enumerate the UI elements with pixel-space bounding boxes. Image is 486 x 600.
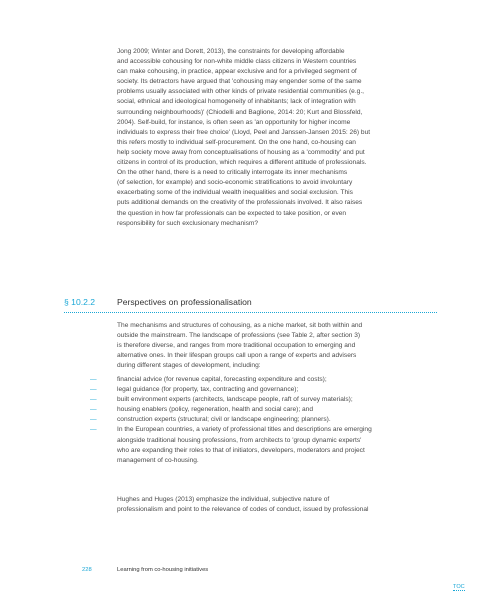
section-number: § 10.2.2 <box>64 297 96 307</box>
paragraph-intro <box>117 47 437 229</box>
list-item <box>64 385 444 395</box>
list-item-text: legal guidance (for property, tax, contracting and governance); <box>117 386 299 394</box>
list-item-text: construction experts (structural; civil or landscape engineering; planners). <box>117 416 331 424</box>
text-line: the question in how far professionals can be expected to take position, or even <box>117 209 347 217</box>
list-item <box>64 415 444 425</box>
text-line: puts additional demands on the creativity of the professionals involved. It also raises <box>117 199 363 207</box>
text-line: citizens in control of its production, which requires a different attitude of professionals. <box>117 159 367 167</box>
text-line: On the other hand, there is a need to critically interrogate its inner mechanisms <box>117 169 348 177</box>
section-divider <box>64 312 437 313</box>
list-item-text: In the European countries, a variety of professional titles and descriptions are emerging <box>117 426 372 434</box>
dash-bullet: — <box>90 426 97 434</box>
dash-bullet: — <box>90 376 97 383</box>
text-line: (of selection, for example) and socio-economic stratifications to avoid involuntary <box>117 179 353 187</box>
list-item-text: built environment experts (architects, landscape people, raft of survey materials); <box>117 396 353 404</box>
paragraph-hughes <box>117 495 437 515</box>
text-line: help society move away from conceptualisations of housing as a 'commodity' and put <box>117 148 365 156</box>
text-line: this refers mostly to individual self-procurement. On the one hand, co-housing can <box>117 138 356 146</box>
text-line: surrounding neighbourhoods)' (Chiodelli and Baglione, 2014: 20; Kurt and Blossfeld, <box>117 108 363 116</box>
text-line: problems usually associated with other kinds of private residential communities (e.g., <box>117 88 365 96</box>
expert-list <box>64 375 444 466</box>
text-line: society. Its detractors have argued that 'cohousing may engender some of the same <box>117 78 362 86</box>
text-line: Hughes and Huges (2013) emphasize the individual, subjective nature of <box>117 496 330 503</box>
list-item-text: alongside traditional housing professions, from architects to 'group dynamic experts' <box>117 436 362 444</box>
list-item <box>64 405 444 415</box>
page-number: 228 <box>82 567 92 573</box>
text-line: exacerbating some of the individual wealth inequalities and social exclusion. This <box>117 189 353 197</box>
list-item <box>64 375 444 385</box>
dash-bullet: — <box>90 386 97 394</box>
paragraph-professions <box>117 321 437 371</box>
list-item-text: who are expanding their roles to that of initiators, developers, moderators and project <box>117 446 365 454</box>
toc-link[interactable]: TOC <box>453 584 465 590</box>
list-item <box>64 425 444 465</box>
text-line: can make cohousing, in practice, appear exclusive and for a privileged segment of <box>117 68 357 76</box>
dash-bullet: — <box>90 416 97 424</box>
text-line: responsibility for such exclusionary mechanism? <box>117 219 259 227</box>
running-title: Learning from co-housing initiatives <box>117 567 209 573</box>
section-heading: Perspectives on professionalisation <box>117 297 252 307</box>
list-item-text: housing enablers (policy, regeneration, health and social care); and <box>117 406 313 414</box>
text-line: during different stages of development, including: <box>117 362 261 370</box>
text-line: social, ethnical and ideological homogeneity of inhabitants; lack of integration with <box>117 98 356 106</box>
dash-bullet: — <box>90 406 97 414</box>
text-line: outside the mainstream. The landscape of professions (see Table 2, after section 3) <box>117 332 361 340</box>
text-line: 2004). Self-build, for instance, is often seen as 'an opportunity for higher income <box>117 118 351 126</box>
list-item-text: management of co-housing. <box>117 456 199 464</box>
text-line: individuals to express their free choice' (Lloyd, Peel and Janssen-Jansen 2015: 26) but <box>117 128 371 136</box>
text-line: Jong 2009; Winter and Dorett, 2013), the constraints for developing affordable <box>117 48 345 55</box>
list-item <box>64 395 444 405</box>
text-line: alternative ones. In their lifespan groups call upon a range of experts and advisers <box>117 352 357 360</box>
text-line: is therefore diverse, and ranges from more traditional occupation to emerging and <box>117 342 356 350</box>
text-line: The mechanisms and structures of cohousing, as a niche market, sit both within and <box>117 322 363 329</box>
text-line: professionalism and point to the relevance of codes of conduct, issued by professional <box>117 506 369 514</box>
text-line: and accessible cohousing for non-white middle class citizens in Western countries <box>117 58 357 66</box>
list-item-text: financial advice (for revenue capital, forecasting expenditure and costs); <box>117 376 327 383</box>
dash-bullet: — <box>90 396 97 404</box>
